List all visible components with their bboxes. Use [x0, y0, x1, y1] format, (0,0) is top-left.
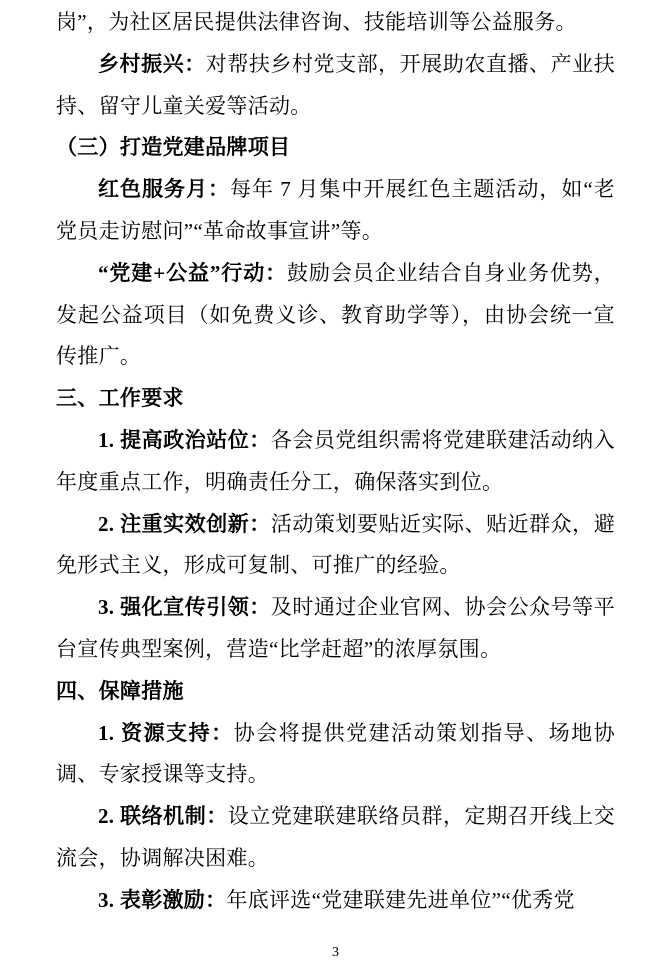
emphasis-text: （三）打造党建品牌项目 [56, 135, 291, 160]
emphasis-text: 1. 资源支持： [98, 720, 234, 745]
emphasis-text: 红色服务月： [98, 177, 231, 202]
paragraph [56, 44, 615, 128]
body-text: 年底评选“党建联建先进单位”“优秀党 [226, 887, 575, 912]
section-heading [56, 671, 615, 713]
paragraph [56, 880, 615, 922]
body-text: 每年 7 月集中开展红色主题活动，如“老党员走访慰问”“革命故事宣讲”等。 [56, 177, 615, 243]
paragraph [56, 420, 615, 504]
body-text: 鼓励会员企业结合自身业务优势，发起公益项目（如免费义诊、教育助学等），由协会统一宣传推广。 [56, 260, 616, 369]
emphasis-text: 2. 注重实效创新： [98, 511, 271, 536]
body-text: 活动策划要贴近实际、贴近群众，避免形式主义，形成可复制、可推广的经验。 [56, 511, 615, 578]
paragraph [56, 587, 615, 671]
emphasis-text: 四、保障措施 [56, 678, 184, 703]
section-heading [56, 378, 615, 420]
body-text: 设立党建联建联络员群，定期召开线上交流会，协调解决困难。 [56, 804, 615, 870]
document-body [56, 2, 615, 922]
page-footer [0, 943, 671, 961]
emphasis-text: 3. 强化宣传引领： [98, 595, 271, 620]
paragraph [56, 504, 615, 588]
page-number: 3 [332, 945, 339, 960]
paragraph [56, 2, 615, 44]
emphasis-text: “党建+公益”行动： [98, 260, 288, 285]
body-text: 岗”，为社区居民提供法律咨询、技能培训等公益服务。 [56, 10, 577, 34]
emphasis-text: 三、工作要求 [56, 386, 184, 411]
emphasis-text: 2. 联络机制： [98, 804, 228, 829]
body-text: 及时通过企业官网、协会公众号等平台宣传典型案例，营造“比学赶超”的浓厚氛围。 [56, 595, 615, 661]
paragraph [56, 253, 615, 378]
body-text: 各会员党组织需将党建联建活动纳入年度重点工作，明确责任分工，确保落实到位。 [56, 427, 615, 494]
emphasis-text: 1. 提高政治站位： [98, 427, 271, 452]
emphasis-text: 3. 表彰激励： [98, 887, 227, 912]
section-heading [56, 127, 615, 169]
emphasis-text: 乡村振兴： [98, 51, 206, 76]
body-text: 对帮扶乡村党支部，开展助农直播、产业扶持、留守儿童关爱等活动。 [56, 51, 616, 118]
body-text: 协会将提供党建活动策划指导、场地协调、专家授课等支持。 [56, 720, 615, 787]
paragraph [56, 796, 615, 880]
paragraph [56, 713, 615, 797]
paragraph [56, 169, 615, 253]
